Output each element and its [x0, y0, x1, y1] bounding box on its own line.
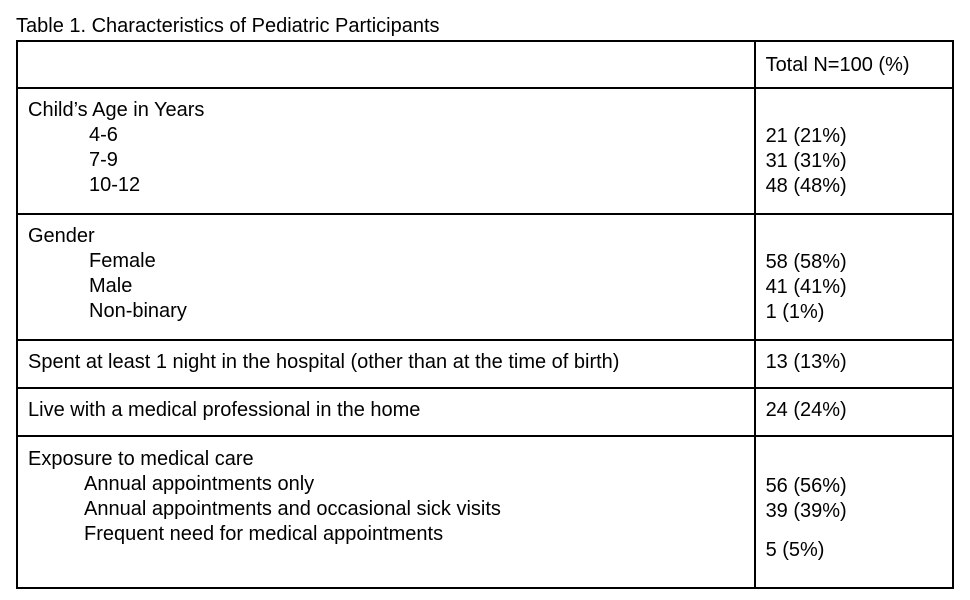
gender-option-value: 58 (58%): [765, 251, 847, 273]
hospital-label-cell: [17, 340, 755, 388]
gender-value-cell: [755, 214, 953, 340]
gender-option-label: Non-binary: [89, 300, 187, 322]
age-group-value: 48 (48%): [765, 175, 847, 197]
table-row-hospital-night: [17, 340, 953, 388]
age-group-value: 31 (31%): [765, 150, 847, 172]
age-group-value: 21 (21%): [765, 125, 847, 147]
header-empty-cell: [17, 41, 755, 88]
exposure-option-label: Annual appointments and occasional sick visits: [84, 498, 501, 520]
exposure-option-value: 56 (56%): [765, 475, 847, 497]
gender-option-label: Male: [89, 275, 133, 297]
table-row-gender: [17, 214, 953, 340]
age-value-cell: [755, 88, 953, 214]
table-row-medical-professional: [17, 388, 953, 436]
medical-professional-label-cell: [17, 388, 755, 436]
exposure-value-cell: [755, 436, 953, 588]
participant-characteristics-table: [16, 40, 954, 589]
medical-professional-value-cell: [755, 388, 953, 436]
gender-option-value: 1 (1%): [765, 301, 825, 323]
hospital-night-value: 13 (13%): [765, 351, 847, 373]
medical-professional-label: Live with a medical professional in the home: [28, 399, 421, 421]
age-group-label: 4-6: [89, 124, 118, 146]
exposure-option-label: Frequent need for medical appointments: [84, 523, 444, 545]
age-category-label: Child’s Age in Years: [28, 99, 205, 121]
table-row-medical-exposure: [17, 436, 953, 588]
hospital-value-cell: [755, 340, 953, 388]
gender-category-label: Gender: [28, 225, 95, 247]
age-group-label: 7-9: [89, 149, 118, 171]
gender-option-value: 41 (41%): [765, 276, 847, 298]
table-caption: Table 1. Characteristics of Pediatric Participants: [16, 15, 440, 37]
exposure-category-label: Exposure to medical care: [28, 448, 254, 470]
header-total-cell: [755, 41, 953, 88]
exposure-option-value: 39 (39%): [765, 500, 847, 522]
table-header-row: [17, 41, 953, 88]
exposure-option-label: Annual appointments only: [84, 473, 315, 495]
gender-label-cell: [17, 214, 755, 340]
exposure-label-cell: [17, 436, 755, 588]
exposure-option-value: 5 (5%): [765, 539, 825, 561]
header-total-label: Total N=100 (%): [765, 54, 910, 76]
spacer: [766, 524, 952, 538]
table-row-age: [17, 88, 953, 214]
hospital-night-label: Spent at least 1 night in the hospital (other than at the time of birth): [28, 351, 620, 373]
age-group-label: 10-12: [89, 174, 141, 196]
medical-professional-value: 24 (24%): [765, 399, 847, 421]
gender-option-label: Female: [89, 250, 156, 272]
age-label-cell: [17, 88, 755, 214]
